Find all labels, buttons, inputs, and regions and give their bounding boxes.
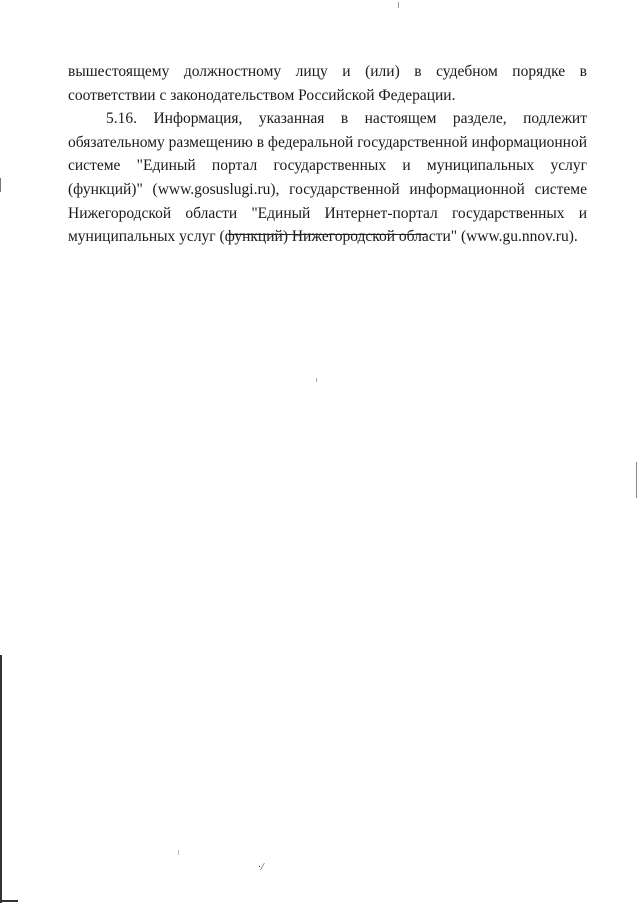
scan-smudge: ·/ (258, 861, 264, 873)
closing-separator-line (228, 234, 426, 235)
scan-artifact-bottom (178, 850, 179, 855)
paragraph-5-16: 5.16. Информация, указанная в настоящем разделе, подлежит обязательному размещению в федеральной государственной информационной системе "Единый портал государственных и муниципальных услуг (функций)" (www.gosuslugi.ru), государственной информационной системе Нижегородской области "Единый Интернет-портал государственных и муниципальных услуг (функций) Нижегородской области" (www.gu.nnov.ru). (68, 110, 587, 246)
scan-artifact-top (398, 2, 399, 8)
scan-artifact-right (636, 462, 637, 498)
scan-corner-mark (0, 900, 18, 902)
document-body (68, 60, 587, 249)
scan-artifact-middle (316, 378, 317, 382)
scan-edge-mark (0, 655, 2, 903)
paragraph-appeal-continuation: вышестоящему должностному лицу и (или) в судебном порядке в соответствии с законодательством Российской Федерации. (68, 63, 587, 104)
scan-artifact-left (0, 178, 1, 192)
